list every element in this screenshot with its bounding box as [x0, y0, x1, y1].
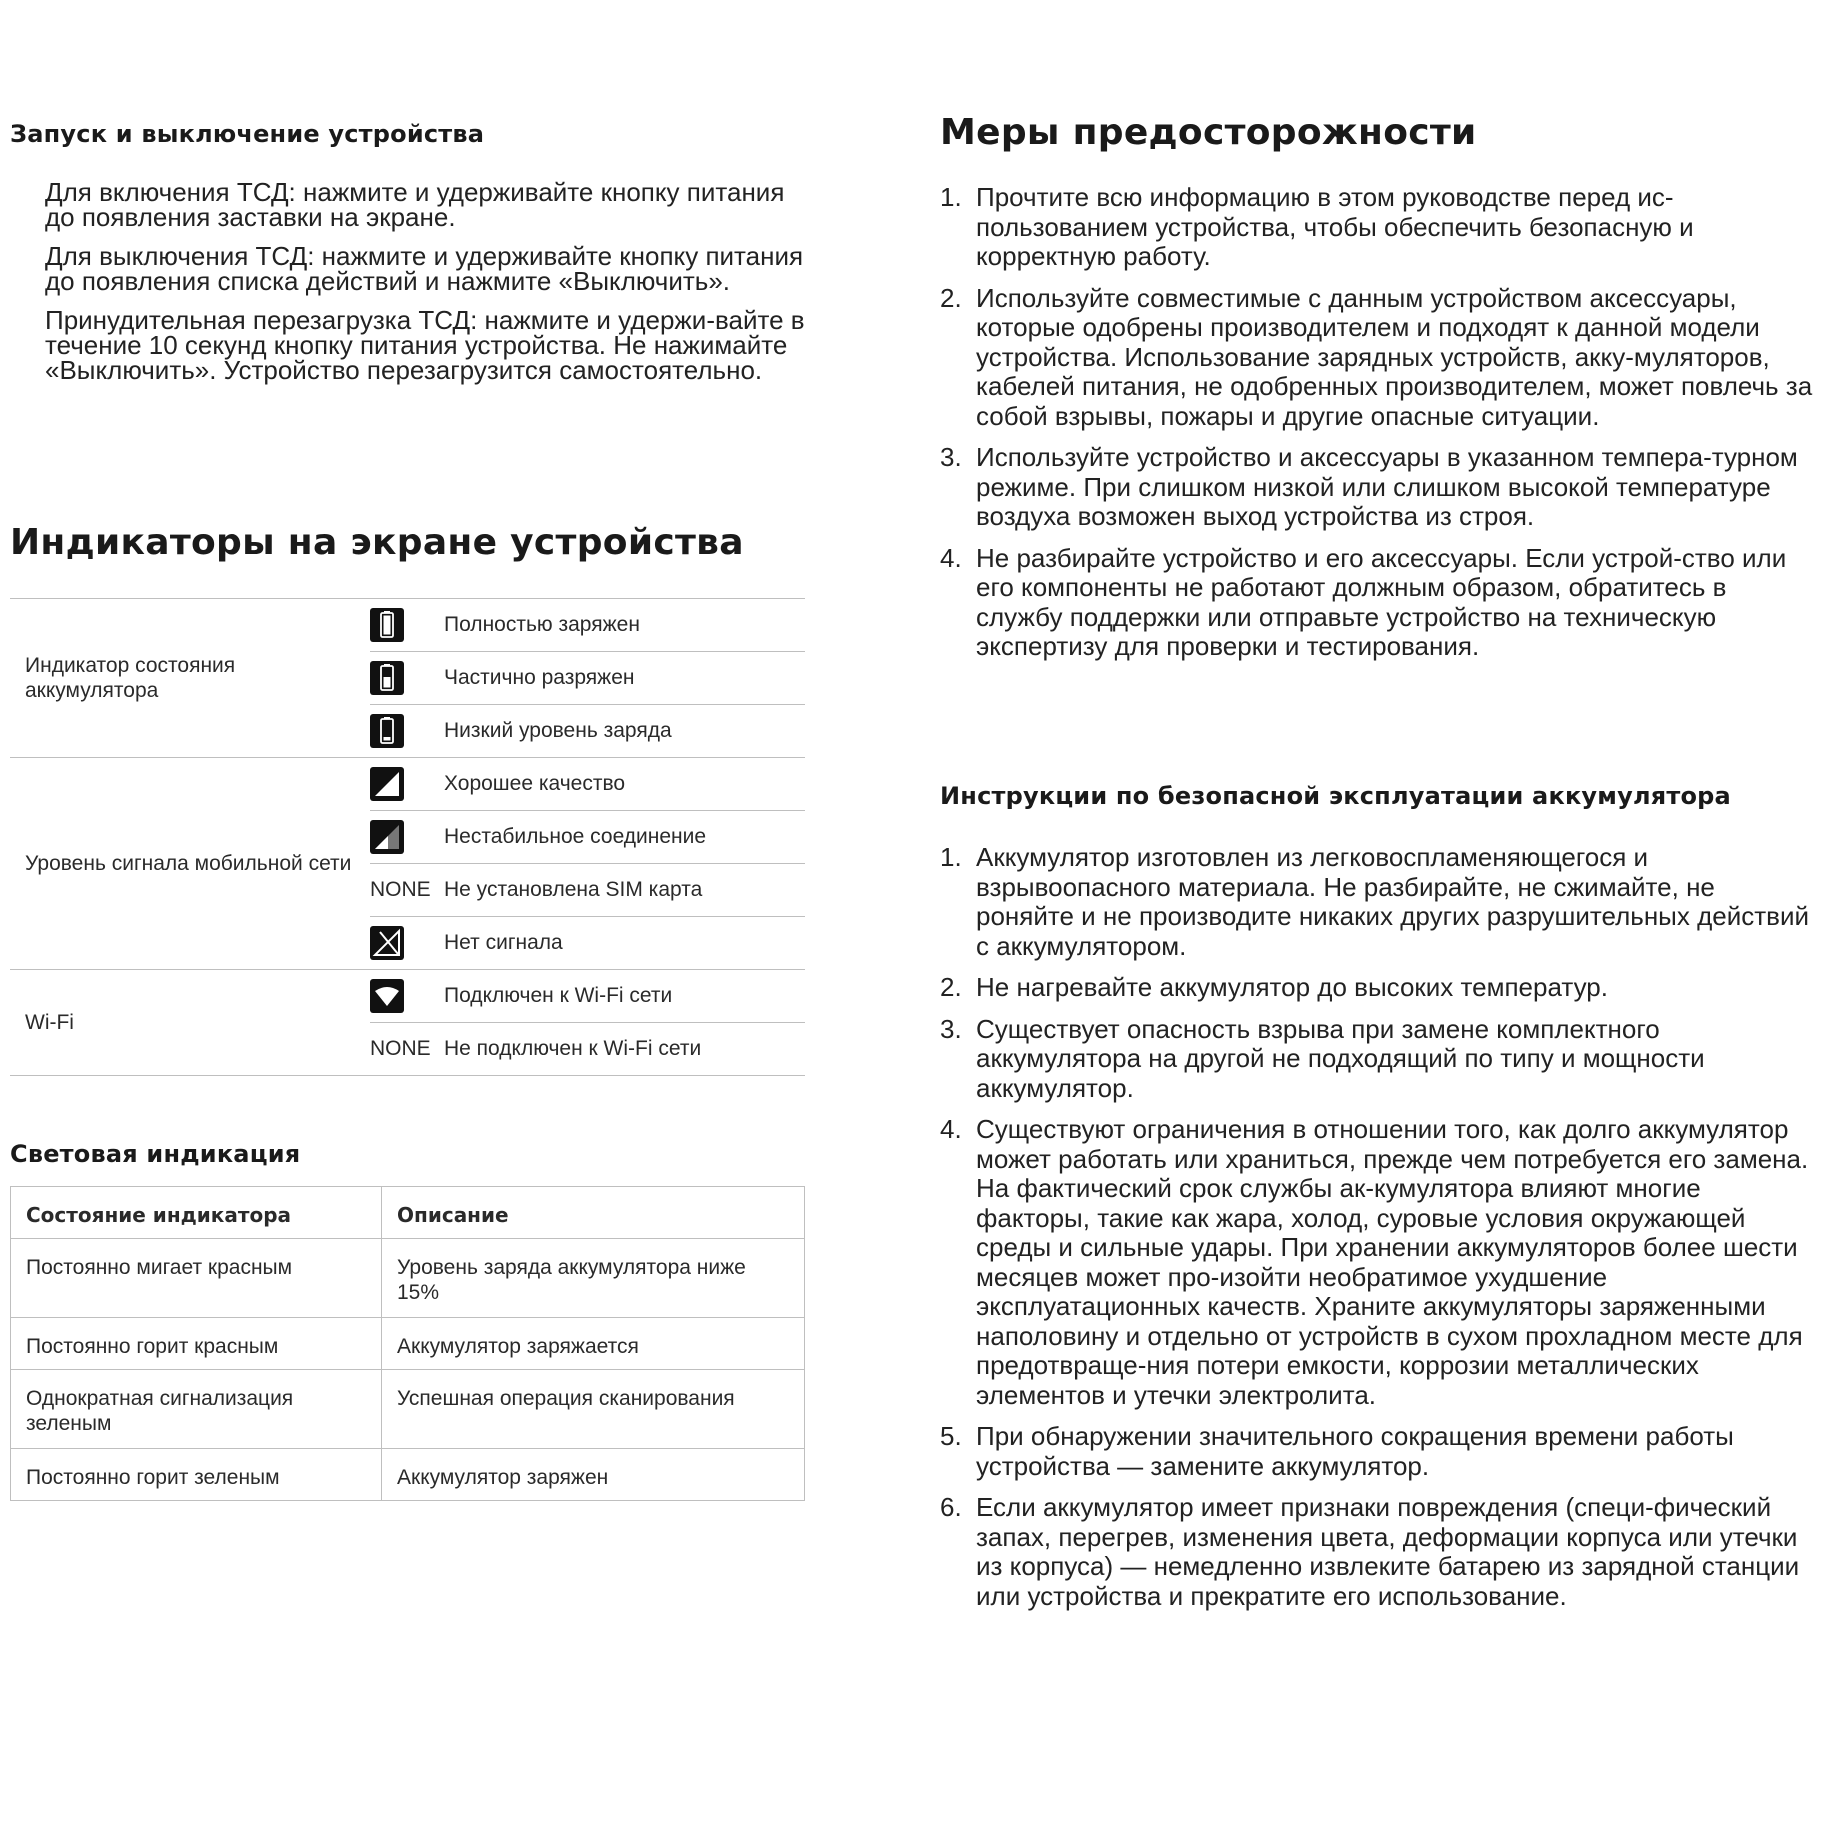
- battery-full-icon: [370, 608, 404, 642]
- indicator-category: Уровень сигнала мобильной сети: [10, 758, 370, 970]
- startup-paragraph: Принудительная перезагрузка ТСД: нажмите и удержи-вайте в течение 10 секунд кнопку питания устройства. Не нажимайте «Выключить». Устройство перезагрузится самостоятельно.: [45, 305, 805, 385]
- list-item: 5. При обнаружении значительного сокращения времени работы устройства — замените аккумулятор.: [940, 1421, 1734, 1481]
- table-cell: Однократная сигнализация зеленым: [11, 1370, 382, 1449]
- battery-title: Инструкции по безопасной эксплуатации аккумулятора: [940, 782, 1731, 810]
- table-row: [11, 1318, 805, 1370]
- indicator-label: Нет сигнала: [444, 917, 805, 970]
- light-title: Световая индикация: [10, 1140, 301, 1168]
- list-item: 3. Существует опасность взрыва при замене комплектного аккумулятора на другой не подходящий по типу и мощности аккумулятор.: [940, 1013, 1705, 1103]
- battery-low-icon: [370, 714, 404, 748]
- list-item: 1. Аккумулятор изготовлен из легковоспламеняющегося и взрывоопасного материала. Не разбирайте, не сжимайте, не роняйте и не производите никаких других разрушительных действий с аккумулятором.: [940, 842, 1810, 961]
- list-item: 2. Не нагревайте аккумулятор до высоких температур.: [940, 972, 1608, 1002]
- table-row: [11, 1449, 805, 1501]
- table-cell: Постоянно горит зеленым: [11, 1449, 382, 1501]
- table-row: [11, 1370, 805, 1449]
- table-row: [11, 1239, 805, 1318]
- indicators-table: [10, 598, 805, 1076]
- battery-list: [940, 843, 1820, 1623]
- startup-paragraph: Для выключения ТСД: нажмите и удерживайте кнопку питания до появления списка действий и нажмите «Выключить».: [45, 241, 804, 296]
- table-header-row: [11, 1187, 805, 1239]
- light-table: [10, 1186, 805, 1501]
- indicator-label: Не подключен к Wi-Fi сети: [444, 1023, 805, 1076]
- list-item: 3. Используйте устройство и аксессуары в указанном темпера-турном режиме. При слишком низкой или слишком высокой температуре воздуха возможен выход устройства из строя.: [940, 442, 1798, 531]
- list-item: 2. Используйте совместимые с данным устройством аксессуары, которые одобрены производителем и подходят к данной модели устройства. Использование зарядных устройств, акку-муляторов, кабелей питания, не одобренных производителем, может повлечь за собой взрывы, пожары и другие опасные ситуации.: [940, 282, 1813, 431]
- indicator-label: Хорошее качество: [444, 758, 805, 811]
- no-wifi-text: NONE: [370, 1037, 431, 1060]
- list-item: 1. Прочтите всю информацию в этом руководстве перед ис-пользованием устройства, чтобы обеспечить безопасную и корректную работу.: [940, 182, 1694, 271]
- table-cell: Аккумулятор заряжен: [382, 1449, 805, 1501]
- indicator-label: Не установлена SIM карта: [444, 864, 805, 917]
- table-row: [10, 758, 805, 811]
- list-item: 4. Существуют ограничения в отношении того, как долго аккумулятор может работать или храниться, прежде чем потребуется его замена. На фактический срок службы ак-кумулятора влияют многие факторы, такие как жара, холод, суровые условия окружающей среды и сильные удары. При хранении аккумуляторов более шести месяцев может про-изойти необратимое ухудшение эксплуатационных качеств. Храните аккумуляторы заряженными наполовину и отдельно от устройств в сухом прохладном месте для предотвраще-ния потери емкости, коррозии металлических элементов и утечки электролита.: [940, 1114, 1809, 1410]
- table-cell: Постоянно мигает красным: [11, 1239, 382, 1318]
- signal-good-icon: [370, 767, 404, 801]
- signal-none-icon: [370, 926, 404, 960]
- table-row: [10, 970, 805, 1023]
- signal-unstable-icon: [370, 820, 404, 854]
- table-cell: Успешная операция сканирования: [382, 1370, 805, 1449]
- precautions-title: Меры предосторожности: [940, 112, 1477, 153]
- indicator-label: Полностью заряжен: [444, 599, 805, 652]
- startup-title: Запуск и выключение устройства: [10, 120, 485, 148]
- indicator-label: Нестабильное соединение: [444, 811, 805, 864]
- table-row: [10, 599, 805, 652]
- table-cell: Постоянно горит красным: [11, 1318, 382, 1370]
- indicator-label: Частично разряжен: [444, 652, 805, 705]
- column-header: Состояние индикатора: [11, 1187, 382, 1239]
- indicator-label: Подключен к Wi-Fi сети: [444, 970, 805, 1023]
- indicator-label: Низкий уровень заряда: [444, 705, 805, 758]
- wifi-icon: [370, 979, 404, 1013]
- list-item: 4. Не разбирайте устройство и его аксессуары. Если устрой-ство или его компоненты не работают должным образом, обратитесь в службу поддержки или отправьте устройство на техническую экспертизу для проверки и тестирования.: [940, 542, 1787, 661]
- indicator-category: Wi-Fi: [10, 970, 370, 1076]
- battery-half-icon: [370, 661, 404, 695]
- indicator-category: Индикатор состояния аккумулятора: [10, 599, 370, 758]
- startup-paragraphs: [45, 177, 805, 397]
- list-item: 6. Если аккумулятор имеет признаки повреждения (специ-фический запах, перегрев, изменения цвета, деформации корпуса или утечки из корпуса) — немедленно извлеките батарею из зарядной станции или устройства и прекратите его использование.: [940, 1492, 1800, 1611]
- precautions-list: [940, 183, 1820, 674]
- no-sim-text: NONE: [370, 878, 431, 901]
- column-header: Описание: [382, 1187, 805, 1239]
- table-cell: Аккумулятор заряжается: [382, 1318, 805, 1370]
- startup-paragraph: Для включения ТСД: нажмите и удерживайте кнопку питания до появления заставки на экране.: [45, 177, 785, 232]
- indicators-title: Индикаторы на экране устройства: [10, 522, 744, 563]
- table-cell: Уровень заряда аккумулятора ниже 15%: [382, 1239, 805, 1318]
